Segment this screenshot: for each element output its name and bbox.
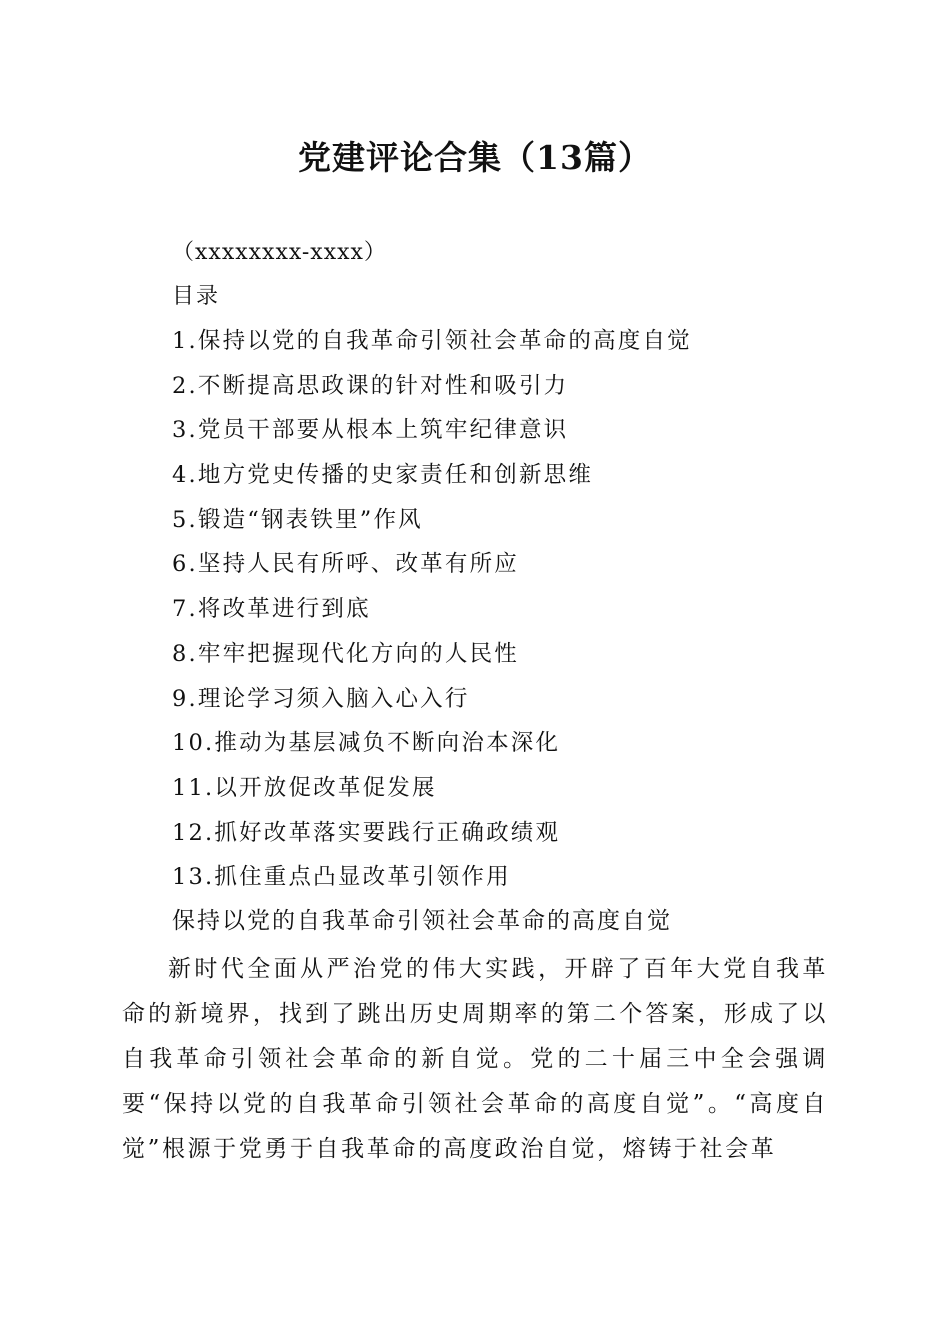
document-title: 党建评论合集（13篇） — [298, 138, 652, 177]
toc-item-1: 1.保持以党的自我革命引领社会革命的高度自觉 — [172, 328, 692, 354]
toc-item-5: 5.锻造“钢表铁里”作风 — [172, 506, 423, 533]
toc-item-13: 13.抓住重点凸显改革引领作用 — [172, 864, 511, 891]
toc-item-2: 2.不断提高思政课的针对性和吸引力 — [172, 372, 569, 399]
toc-item-3: 3.党员干部要从根本上筑牢纪律意识 — [172, 417, 569, 444]
toc-item-9: 9.理论学习须入脑入心入行 — [172, 685, 470, 712]
toc-item-11: 11.以开放促改革促发展 — [172, 774, 437, 801]
body-paragraph: 新时代全面从严治党的伟大实践，开辟了百年大党自我革命的新境界，找到了跳出历史周期率的第二个答案，形成了以自我革命引领社会革命的新自觉。党的二十届三中全会强调要“保持以党的自我革命引领社会革命的高度自觉”。“高度自觉”根源于党勇于自我革命的高度政治自觉，熔铸于社会革 — [122, 956, 828, 1162]
article-title: 保持以党的自我革命引领社会革命的高度自觉 — [172, 908, 672, 934]
toc-item-4: 4.地方党史传播的史家责任和创新思维 — [172, 462, 594, 489]
toc-item-6: 6.坚持人民有所呼、改革有所应 — [172, 551, 519, 578]
toc-item-12: 12.抓好改革落实要践行正确政绩观 — [172, 819, 561, 846]
table-of-contents — [172, 324, 692, 905]
toc-heading: 目录 — [172, 284, 221, 309]
toc-item-7: 7.将改革进行到底 — [172, 596, 371, 623]
toc-item-10: 10.推动为基层减负不断向治本深化 — [172, 730, 561, 757]
toc-item-8: 8.牢牢把握现代化方向的人民性 — [172, 640, 519, 667]
date-line: （xxxxxxxx-xxxx） — [172, 240, 387, 265]
